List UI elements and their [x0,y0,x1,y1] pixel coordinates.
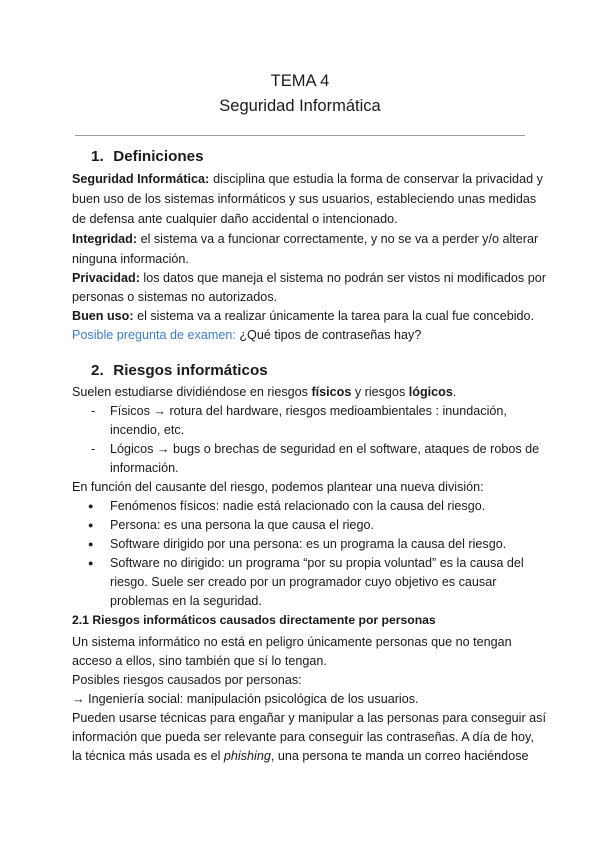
title-divider [75,135,525,136]
definition-seguridad-line3: de defensa ante cualquier daño accidental o intencionado. [72,212,398,226]
section-2-intro: Suelen estudiarse dividiéndose en riesgos físicos y riesgos lógicos. [72,385,457,399]
definition-buen-uso: Buen uso: el sistema va a realizar únicamente la tarea para la cual fue concebido. [72,309,535,323]
definition-integridad: Integridad: el sistema va a funcionar correctamente, y no se va a perder y/o alterar [72,232,539,246]
definition-seguridad: Seguridad Informática: disciplina que estudia la forma de conservar la privacidad y [72,172,543,186]
list-item-logicos-line2: información. [110,461,179,475]
exam-question: Posible pregunta de examen: ¿Qué tipos de contraseñas hay? [72,328,422,342]
section-1-heading: 1. Definiciones [91,148,204,165]
bullet-item-software-no-dirigido-line2: riesgo. Suele ser creado por un programador cuyo objetivo es causar [110,575,497,589]
division-intro: En función del causante del riesgo, podemos plantear una nueva división: [72,480,484,494]
document-subtitle: Seguridad Informática [219,97,381,115]
bullet-item-persona: ● Persona: es una persona la que causa el riego. [88,518,374,532]
document-title: TEMA 4 [270,72,330,90]
section-2-1-p4-line3: la técnica más usada es el phishing, una persona te manda un correo haciéndose [72,749,529,763]
list-item-fisicos-line2: incendio, etc. [110,423,185,437]
section-2-heading: 2. Riesgos informáticos [91,362,268,379]
section-2-1-heading: 2.1 Riesgos informáticos causados directamente por personas [72,613,436,627]
bullet-item-fenomenos: ● Fenómenos físicos: nadie está relacionado con la causa del riesgo. [88,499,486,513]
bullet-item-software-dirigido: ● Software dirigido por una persona: es un programa la causa del riesgo. [88,537,507,551]
section-2-1-p1: Un sistema informático no está en peligro únicamente personas que no tengan [72,635,512,649]
list-item-fisicos: - Físicos → rotura del hardware, riesgos medioambientales : inundación, [91,404,507,418]
section-2-1-p4-line2: información que pueda ser relevante para conseguir las contraseñas. A día de hoy, [72,730,534,744]
definition-seguridad-line2: buen uso de los sistemas informáticos y sus usuarios, estableciendo unas medidas [72,192,537,206]
section-2-1-p4: Pueden usarse técnicas para engañar y manipular a las personas para conseguir así [72,711,546,725]
bullet-item-software-no-dirigido: ● Software no dirigido: un programa “por su propia voluntad” es la causa del [88,556,524,570]
exam-question-label: Posible pregunta de examen: [72,328,236,342]
definition-integridad-line2: ninguna información. [72,252,189,266]
bullet-item-software-no-dirigido-line3: problemas en la seguridad. [110,594,262,608]
definition-privacidad-line2: personas o sistemas no autorizados. [72,290,278,304]
section-2-1-p2: Posibles riesgos causados por personas: [72,673,302,687]
section-2-1-p3: → Ingeniería social: manipulación psicológica de los usuarios. [72,692,419,706]
list-item-logicos: - Lógicos → bugs o brechas de seguridad en el software, ataques de robos de [91,442,540,456]
definition-privacidad: Privacidad: los datos que maneja el sistema no podrán ser vistos ni modificados por [72,271,546,285]
section-2-1-p1-line2: acceso a ellos, sino también que sí lo tengan. [72,654,327,668]
